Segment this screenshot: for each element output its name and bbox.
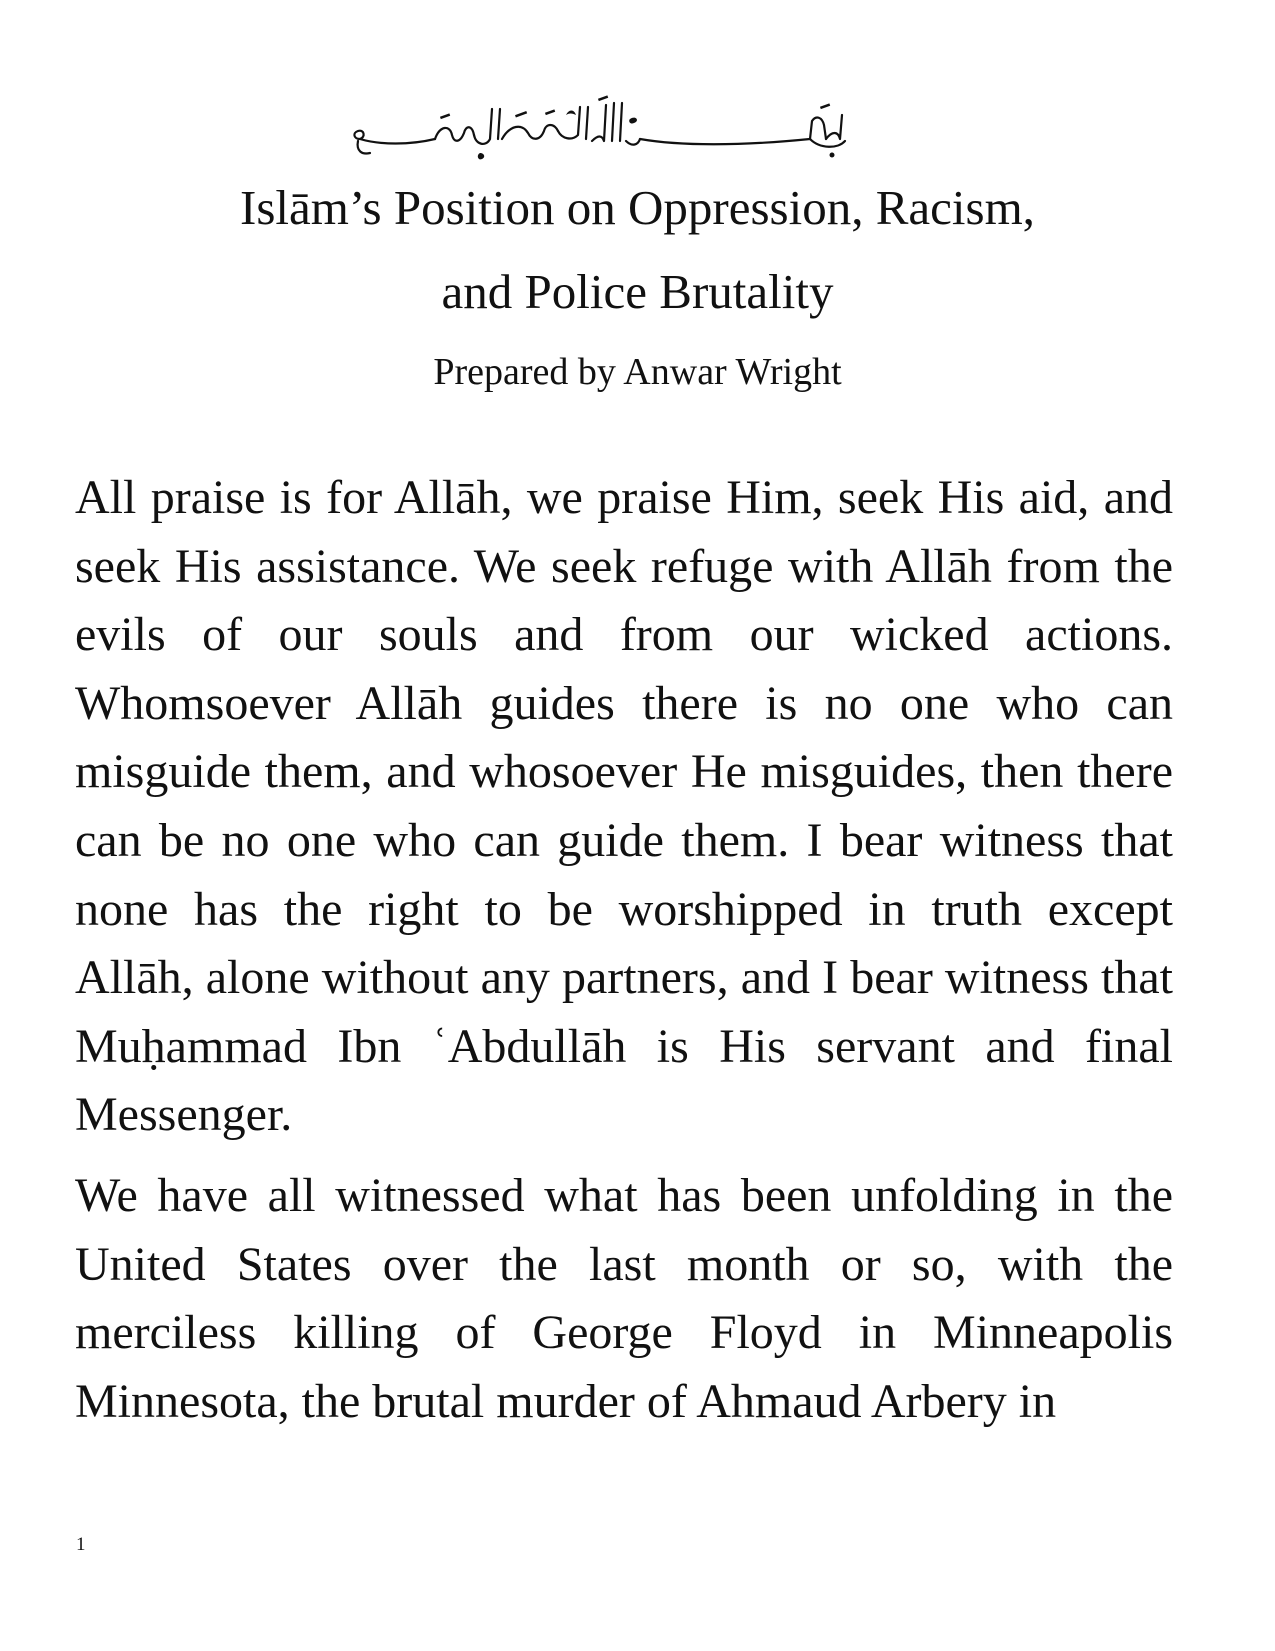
body-paragraph-2: We have all witnessed what has been unfolding in the United States over the last month or so, with the merciless killing of George Floyd in Minneapolis Minnesota, the brutal murder of Ahmaud Arbery in: [75, 1169, 1173, 1428]
page-number: 1: [76, 1534, 86, 1555]
basmala-calligraphy-icon: [340, 95, 860, 165]
author-byline: Prepared by Anwar Wright: [433, 351, 842, 393]
document-title-line-1: Islām’s Position on Oppression, Racism,: [240, 180, 1035, 235]
basmala-calligraphy: [340, 95, 860, 165]
document-title-line-2: and Police Brutality: [441, 264, 834, 319]
body-paragraph-1: All praise is for Allāh, we praise Him, seek His aid, and seek His assistance. We seek refuge with Allāh from the evils of our souls and from our wicked actions. Whomsoever Allāh guides there is no one who can misguide them, and whosoever He misguides, then there can be no one who can guide them. I bear witness that none has the right to be worshipped in truth except Allāh, alone without any partners, and I bear witness that Muḥammad Ibn ʿAbdullāh is His servant and final Messenger.: [75, 471, 1173, 1142]
